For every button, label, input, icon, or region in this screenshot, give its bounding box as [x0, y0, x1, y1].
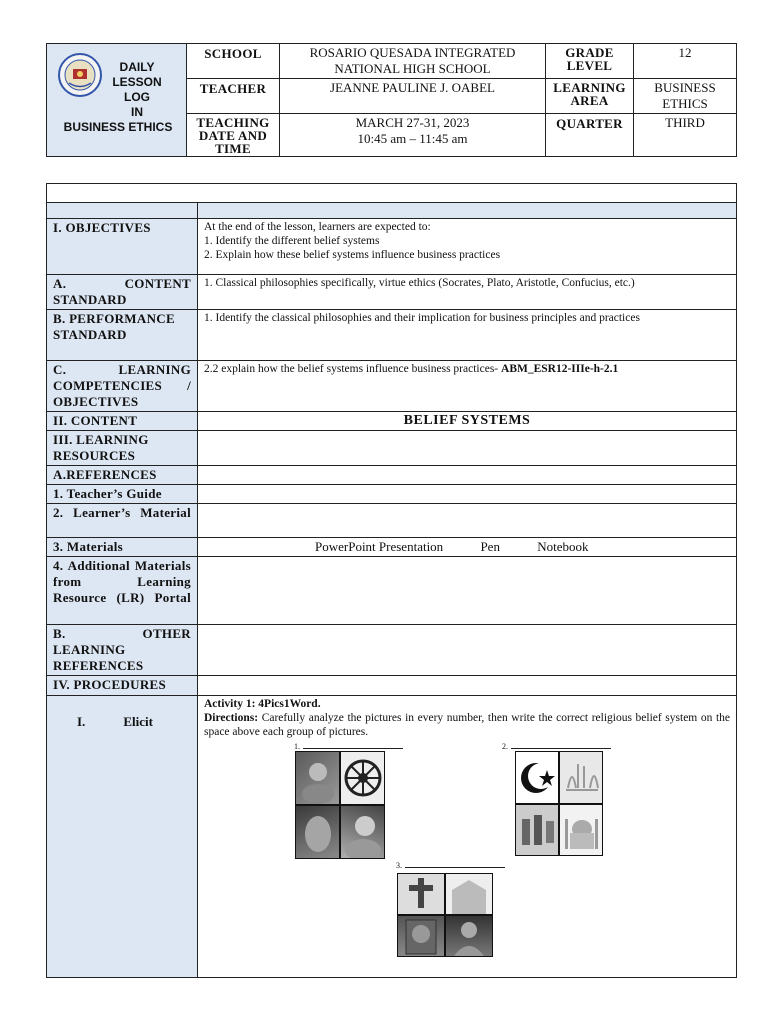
material-item: Pen — [480, 539, 500, 554]
area-value: BUSINESS ETHICS — [634, 79, 737, 114]
lesson-table — [46, 183, 737, 978]
procedures-label: IV. PROCEDURES — [47, 676, 198, 696]
teachers-guide-label: 1. Teacher’s Guide — [47, 485, 198, 504]
materials-label: 3. Materials — [47, 538, 198, 557]
area-label: LEARNING AREA — [546, 79, 634, 114]
content-label: II. CONTENT — [47, 412, 198, 431]
content-standard-text: 1. Classical philosophies specifically, virtue ethics (Socrates, Plato, Aristotle, Confucius, etc.) — [198, 275, 737, 310]
school-label: SCHOOL — [187, 44, 280, 79]
statue-image — [296, 806, 339, 858]
answer-blank-3: 3. — [396, 860, 505, 870]
material-item: Notebook — [537, 539, 589, 554]
material-item: PowerPoint Presentation — [315, 539, 444, 554]
quarter-label: QUARTER — [546, 114, 634, 157]
objectives-content: At the end of the lesson, learners are expected to: 1. Identify the different belief systems 2. Explain how these belief systems influence business practices — [198, 219, 737, 275]
monk-image — [341, 806, 384, 858]
additional-materials-label: 4. Additional Materials from Learning Resource (LR) Portal — [47, 557, 198, 625]
learners-material-label: 2. Learner’s Material — [47, 504, 198, 538]
answer-blank-1: 1. — [294, 741, 403, 751]
elicit-label: I. Elicit — [47, 696, 198, 978]
performance-standard-text: 1. Identify the classical philosophies and their implication for business principles and practices — [198, 310, 737, 361]
resources-label: III. LEARNING RESOURCES — [47, 431, 198, 466]
references-label: A.REFERENCES — [47, 466, 198, 485]
objectives-label: I. OBJECTIVES — [47, 219, 198, 275]
answer-blank-2: 2. — [502, 741, 611, 751]
date-label: TEACHING DATE AND TIME — [187, 114, 280, 157]
teacher-label: TEACHER — [187, 79, 280, 114]
picture-group-2 — [515, 751, 603, 856]
picture-group-1 — [295, 751, 385, 859]
church-image — [446, 874, 492, 914]
allah-calligraphy-image — [560, 752, 602, 803]
buddha-image — [296, 752, 339, 804]
saint-portrait-image — [446, 916, 492, 956]
teacher-value: JEANNE PAULINE J. OABEL — [280, 79, 546, 114]
quarter-value: THIRD — [634, 114, 737, 157]
time-value: 10:45 am – 11:45 am — [357, 131, 468, 146]
grade-value: 12 — [634, 44, 737, 79]
school-value: ROSARIO QUESADA INTEGRATED NATIONAL HIGH SCHOOL — [280, 44, 546, 79]
date-value: MARCH 27-31, 2023 — [355, 115, 470, 130]
crescent-star-icon — [516, 752, 558, 803]
competency-code: ABM_ESR12-IIIe-h-2.1 — [501, 363, 619, 375]
date-cell — [280, 114, 546, 157]
content-value: BELIEF SYSTEMS — [198, 412, 737, 431]
stained-glass-image — [398, 916, 444, 956]
logo-cell — [47, 44, 187, 157]
picture-group-3 — [397, 873, 493, 957]
performance-standard-label: B. PERFORMANCE STANDARD — [47, 310, 198, 361]
blank-row — [47, 184, 737, 203]
content-standard-label: A. CONTENT STANDARD — [47, 275, 198, 310]
mosque-image — [560, 805, 602, 856]
competencies-label: C. LEARNING COMPETENCIES / OBJECTIVES — [47, 361, 198, 412]
grade-label: GRADE LEVEL — [546, 44, 634, 79]
doc-title: DAILY LESSON LOG IN BUSINESS ETHICS — [63, 60, 173, 134]
materials-list — [198, 538, 737, 557]
header-table — [46, 43, 737, 157]
competencies-content: 2.2 explain how the belief systems influence business practices- ABM_ESR12-IIIe-h-2.1 — [198, 361, 737, 412]
people-praying-image — [516, 805, 558, 856]
cross-image — [398, 874, 444, 914]
dharma-wheel-image — [341, 752, 384, 804]
activity-title: Activity 1: 4Pics1Word. — [204, 698, 321, 710]
directions: Directions: Carefully analyze the pictures in every number, then write the correct religious belief system on the space above each group of pictures. — [204, 712, 730, 738]
other-references-label: B. OTHER LEARNING REFERENCES — [47, 625, 198, 676]
